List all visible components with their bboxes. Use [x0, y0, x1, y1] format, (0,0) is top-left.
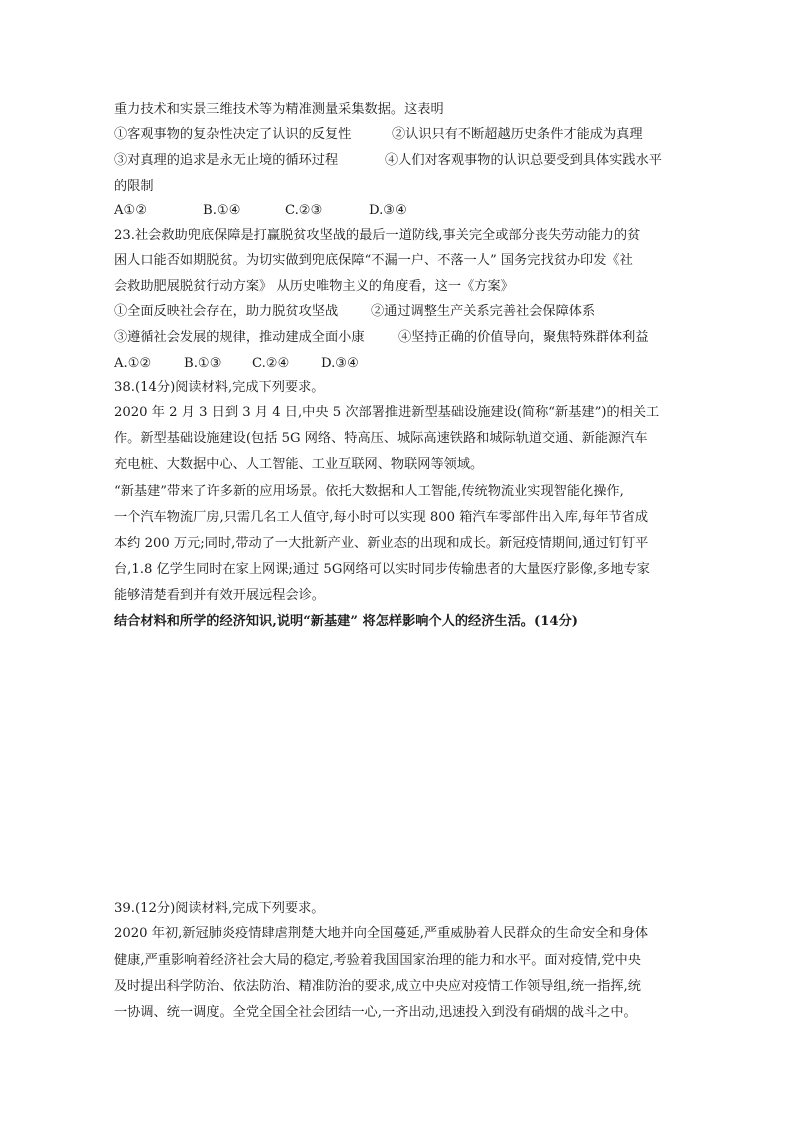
q39-line-1: 2020 年初,新冠肺炎疫情肆虐荆楚大地并向全国蔓延,严重威胁着人民群众的生命安全和身体: [114, 926, 649, 941]
q22-option-3: ③对真理的追求是永无止境的循环过程: [114, 153, 339, 168]
q22-option-1: ①客观事物的复杂性决定了认识的反复性: [114, 127, 352, 142]
q23-options-row-1: [114, 304, 596, 320]
q23-choices: [114, 356, 359, 372]
q39-header: 39.(12分)阅读材料,完成下列要求。: [114, 901, 325, 916]
answer-space: [114, 640, 680, 890]
q39-line-4: 一协调、统一调度。全党全国全社会团结一心,一齐出动,迅速投入到没有硝烟的战斗之中。: [114, 1005, 637, 1020]
q38-question: 结合材料和所学的经济知识,说明“新基建” 将怎样影响个人的经济生活。(14分): [114, 614, 578, 629]
q23-choice-b: B.①③: [184, 356, 222, 371]
q22-options-row-2: [114, 153, 662, 169]
q23-option-4: ④坚持正确的价值导向，聚焦特殊群体利益: [398, 330, 649, 345]
q23-option-3: ③遵循社会发展的规律，推动建成全面小康: [114, 330, 365, 345]
q22-choice-c: C.②③: [285, 203, 323, 218]
q22-choice-a: A①②: [114, 203, 148, 218]
q22-choice-b: B.①④: [203, 203, 241, 218]
q23-option-2: ②通过调整生产关系完善社会保障体系: [371, 304, 596, 319]
q23-choice-d: D.③④: [321, 356, 359, 371]
q22-option-2: ②认识只有不断超越历史条件才能成为真理: [392, 127, 643, 142]
q38-para2-line-4: 台,1.8 亿学生同时在家上网课;通过 5G网络可以实时同步传输患者的大量医疗影像,多地专家: [114, 562, 650, 577]
q38-para2-line-1: “新基建”带来了许多新的应用场景。依托大数据和人工智能,传统物流业实现智能化操作,: [114, 484, 624, 499]
q22-choices: [114, 203, 407, 219]
q22-stem-end: 重力技术和实景三维技术等为精准测量采集数据。这表明: [114, 102, 444, 117]
q23-choice-c: C.②④: [252, 356, 290, 371]
q23-stem-line-1: 23.社会救助兜底保障是打赢脱贫攻坚战的最后一道防线,事关完全或部分丧失劳动能力的贫: [114, 228, 641, 243]
q22-option-4: ④人们对客观事物的认识总要受到具体实践水平: [385, 153, 662, 168]
q38-para2-line-5: 能够清楚看到并有效开展远程会诊。: [114, 588, 325, 603]
q23-stem-line-3: 会救助肥展脱贫行动方案》 从历史唯物主义的角度看，这一《方案》: [114, 279, 514, 294]
q22-option-4-continued: 的限制: [114, 179, 154, 194]
q38-para1-line-2: 作。新型基础设施建设(包括 5G 网络、特高压、城际高速铁路和城际轨道交通、新能源汽车: [114, 431, 648, 446]
q23-option-1: ①全面反映社会存在，助力脱贫攻坚战: [114, 304, 339, 319]
q38-para1-line-3: 充电桩、大数据中心、人工智能、工业互联网、物联网等领域。: [114, 457, 484, 472]
q39-line-3: 及时提出科学防治、依法防治、精准防治的要求,成立中央应对疫情工作领导组,统一指挥,统: [114, 979, 641, 994]
q23-stem-line-2: 困人口能否如期脱贫。为切实做到兜底保障“不漏一户、不落一人” 国务完找贫办印发《社: [114, 253, 633, 268]
q38-para1-line-1: 2020 年 2 月 3 日到 3 月 4 日,中央 5 次部署推进新型基础设施建设(简称“新基建”)的相关工: [114, 405, 660, 420]
q22-choice-d: D.③④: [369, 203, 407, 218]
q39-line-2: 健康,严重影响着经济社会大局的稳定,考验着我国国家治理的能力和水平。面对疫情,党中央: [114, 953, 641, 968]
q22-options-row-1: [114, 127, 643, 143]
q23-options-row-2: [114, 330, 649, 346]
q23-choice-a: A.①②: [114, 356, 152, 371]
q38-para2-line-3: 本约 200 万元;同时,带动了一大批新产业、新业态的出现和成长。新冠疫情期间,通过钉钉平: [114, 536, 649, 551]
q38-header: 38.(14分)阅读材料,完成下列要求。: [114, 380, 325, 395]
q38-para2-line-2: 一个汽车物流厂房,只需几名工人值守,每小时可以实现 800 箱汽车零部件出入库,每年节省成: [114, 510, 649, 525]
